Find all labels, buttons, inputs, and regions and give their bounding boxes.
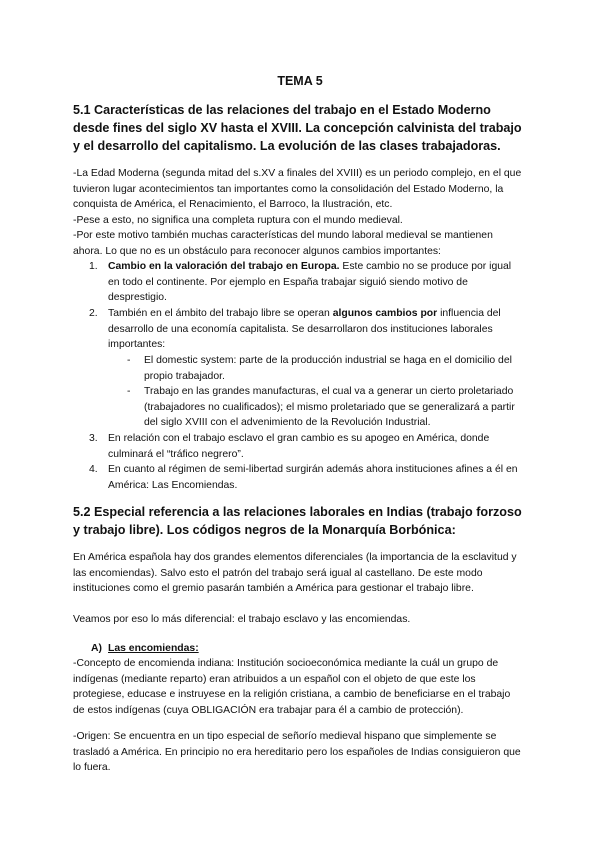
- list-item-3-number: 3.: [89, 433, 98, 444]
- section-2-heading: 5.2 Especial referencia a las relaciones laborales en Indias (trabajo forzoso y trabajo libre). Los códigos negros de la Monarquía Borbónica:: [73, 505, 522, 537]
- sub-item-2-dash: -: [127, 386, 131, 397]
- list-item-2: [108, 306, 520, 353]
- section-2-paragraph-3: -Concepto de encomienda indiana: Institución socioeconómica mediante la cuál un grupo de indígenas (mediante reparto) eran atribuidos a un español con el objeto de que este los protegiese, educase e instruyese en la religión cristiana, a cambio de beneficiarse en el trabajo de estos indígenas (cuya OBLIGACIÓN era trabajar para él a cambio de protección).: [73, 658, 511, 716]
- section-1-heading: 5.1 Características de las relaciones del trabajo en el Estado Moderno desde fines del siglo XV hasta el XVIII. La concepción calvinista del trabajo y el desarrollo del capitalismo. La evolución de las clases trabajadoras.: [73, 103, 522, 153]
- list-item-4: En cuanto al régimen de semi-libertad surgirán además ahora instituciones afines a él en América: Las Encomiendas.: [108, 464, 518, 491]
- list-item-4-number: 4.: [89, 464, 98, 475]
- sub-item-1: El domestic system: parte de la producción industrial se haga en el domicilio del propio trabajador.: [144, 355, 512, 382]
- section-1-paragraph-3: -Por este motivo también muchas características del mundo laboral medieval se mantienen ahora. Lo que no es un obstáculo para reconocer algunos cambios importantes:: [73, 230, 493, 257]
- subheading-letter: A): [91, 643, 102, 654]
- list-item-1-text: Este cambio no se produce por igual en todo el continente. Por ejemplo en España trabajar siguió siendo motivo de desprestigio.: [108, 261, 512, 304]
- list-item-3: En relación con el trabajo esclavo el gran cambio es su apogeo en América, donde culminará el “tráfico negrero”.: [108, 433, 490, 460]
- subheading-encomiendas: Las encomiendas:: [108, 643, 199, 654]
- list-item-2-pre: También en el ámbito del trabajo libre se operan: [108, 308, 333, 319]
- section-2-paragraph-2: Veamos por eso lo más diferencial: el trabajo esclavo y las encomiendas.: [73, 614, 411, 625]
- sub-item-2: Trabajo en las grandes manufacturas, el cual va a generar un cierto proletariado (trabajadores no cualificados); el mismo proletariado que se generalizará a partir del siglo XVIII con el advenimiento de la Revolución Industrial.: [144, 386, 515, 429]
- list-item-1: [108, 259, 518, 306]
- list-item-2-bold: algunos cambios por: [332, 308, 438, 319]
- section-1-paragraph-1: -La Edad Moderna (segunda mitad del s.XV a finales del XVIII) es un periodo complejo, en el que tuvieron lugar acontecimientos tan importantes como la consolidación del Estado Moderno, la conquista de América, el Renacimiento, el Barroco, la Ilustración, etc.: [73, 168, 522, 211]
- section-1-paragraph-2: -Pese a esto, no significa una completa ruptura con el mundo medieval.: [73, 215, 403, 226]
- list-item-1-number: 1.: [89, 261, 98, 272]
- section-2-paragraph-4: -Origen: Se encuentra en un tipo especial de señorío medieval hispano que simplemente se trasladó a América. En principio no era hereditario pero los españoles de Indias consiguieron que lo fuera.: [73, 731, 521, 774]
- page-title: TEMA 5: [277, 74, 323, 88]
- list-item-2-text: influencia del desarrollo de una economía capitalista. Se desarrollaron dos instituciones laborales importantes:: [108, 308, 501, 351]
- section-2-paragraph-1: En América española hay dos grandes elementos diferenciales (la importancia de la esclavitud y las encomiendas). Salvo esto el patrón del trabajo será igual al castellano. De este modo instituciones como el gremio pasarán también a América para gestionar el trabajo libre.: [73, 552, 517, 595]
- list-item-2-number: 2.: [89, 308, 98, 319]
- sub-item-1-dash: -: [127, 355, 131, 366]
- list-item-1-bold: Cambio en la valoración del trabajo en Europa.: [108, 261, 340, 272]
